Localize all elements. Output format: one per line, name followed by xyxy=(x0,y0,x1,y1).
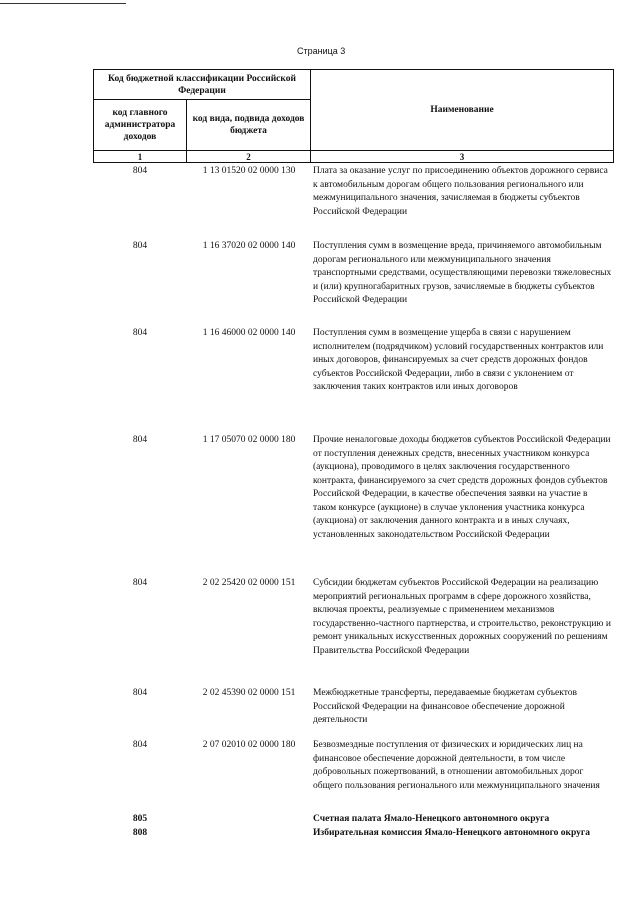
header-col-number-3: 3 xyxy=(310,150,614,163)
revenue-name: Поступления сумм в возмещение вреда, причиняемого автомобильным дорогам регионального или межмуниципального значения транспортными средствами, осуществляющими перевозки тяжеловесных и (или) крупногабаритных грузов, зачисляемые в бюджеты субъектов Российской Федерации xyxy=(313,241,612,305)
admin-code: 808 xyxy=(132,828,148,838)
revenue-code: 2 07 02010 02 0000 180 xyxy=(202,740,296,750)
top-rule xyxy=(0,3,126,4)
revenue-name: Плата за оказание услуг по присоединению объектов дорожного сервиса к автомобильным дорогам общего пользования регионального или межмуниципального значения, зачисляемая в бюджеты субъектов Российской Федерации xyxy=(313,166,608,217)
admin-code: 804 xyxy=(132,578,148,588)
admin-code: 804 xyxy=(132,435,148,445)
revenue-code: 1 16 37020 02 0000 140 xyxy=(202,241,296,251)
header-col3-title: Наименование xyxy=(310,69,614,151)
revenue-name: Поступления сумм в возмещение ущерба в связи с нарушением исполнителем (подрядчиком) условий государственных контрактов или иных договоров, финансируемых за счет средств дорожных фондов субъектов Российской Федерации, либо в связи с уклонением от заключения таких контрактов или иных договоров xyxy=(313,328,604,392)
revenue-code: 1 16 46000 02 0000 140 xyxy=(202,328,296,338)
revenue-code: 2 02 45390 02 0000 151 xyxy=(202,688,296,698)
header-col-number-1: 1 xyxy=(93,150,187,163)
admin-code: 804 xyxy=(132,688,148,698)
revenue-name: Безвозмездные поступления от физических и юридических лиц на финансовое обеспечение дорожной деятельности, в том числе добровольных пожертвований, в отношении автомобильных дорог общего пользования регионального или межмуниципального значения xyxy=(313,740,600,791)
revenue-code: 2 02 25420 02 0000 151 xyxy=(202,578,296,588)
header-group-title: Код бюджетной классификации Российской Федерации xyxy=(93,69,311,100)
administrator-name: Счетная палата Ямало-Ненецкого автономного округа xyxy=(313,814,550,824)
page-label: Страница 3 xyxy=(297,46,346,56)
administrator-name: Избирательная комиссия Ямало-Ненецкого автономного округа xyxy=(313,828,590,838)
revenue-name: Субсидии бюджетам субъектов Российской Федерации на реализацию мероприятий региональных программ в сфере дорожного хозяйства, включая проекты, реализуемые с применением механизмов государственно-частного партнерства, и строительство, реконструкцию и ремонт уникальных искусственных дорожных сооружений по решениям Правительства Российской Федерации xyxy=(313,578,611,656)
revenue-code: 1 13 01520 02 0000 130 xyxy=(202,166,296,176)
admin-code: 804 xyxy=(132,740,148,750)
revenue-code: 1 17 05070 02 0000 180 xyxy=(202,435,296,445)
revenue-name: Межбюджетные трансферты, передаваемые бюджетам субъектов Российской Федерации на финансовое обеспечение дорожной деятельности xyxy=(313,688,578,725)
header-col1-title: код главного администратора доходов xyxy=(93,99,187,151)
admin-code: 804 xyxy=(132,241,148,251)
header-col2-title: код вида, подвида доходов бюджета xyxy=(186,99,311,151)
revenue-name: Прочие неналоговые доходы бюджетов субъектов Российской Федерации от поступления денежных средств, внесенных участником конкурса (аукциона), проводимого в целях заключения государственного контракта, финансируемого за счет средств дорожных фондов субъектов Российской Федерации, в качестве обеспечения заявки на участие в таком конкурсе (аукционе) в случае уклонения участника конкурса (аукциона) от заключения данного контракта и в иных случаях, установленных законодательством Российской Федерации xyxy=(313,435,611,540)
admin-code: 805 xyxy=(132,814,148,824)
admin-code: 804 xyxy=(132,328,148,338)
table-header xyxy=(93,69,614,163)
header-col-number-2: 2 xyxy=(186,150,311,163)
admin-code: 804 xyxy=(132,166,148,176)
